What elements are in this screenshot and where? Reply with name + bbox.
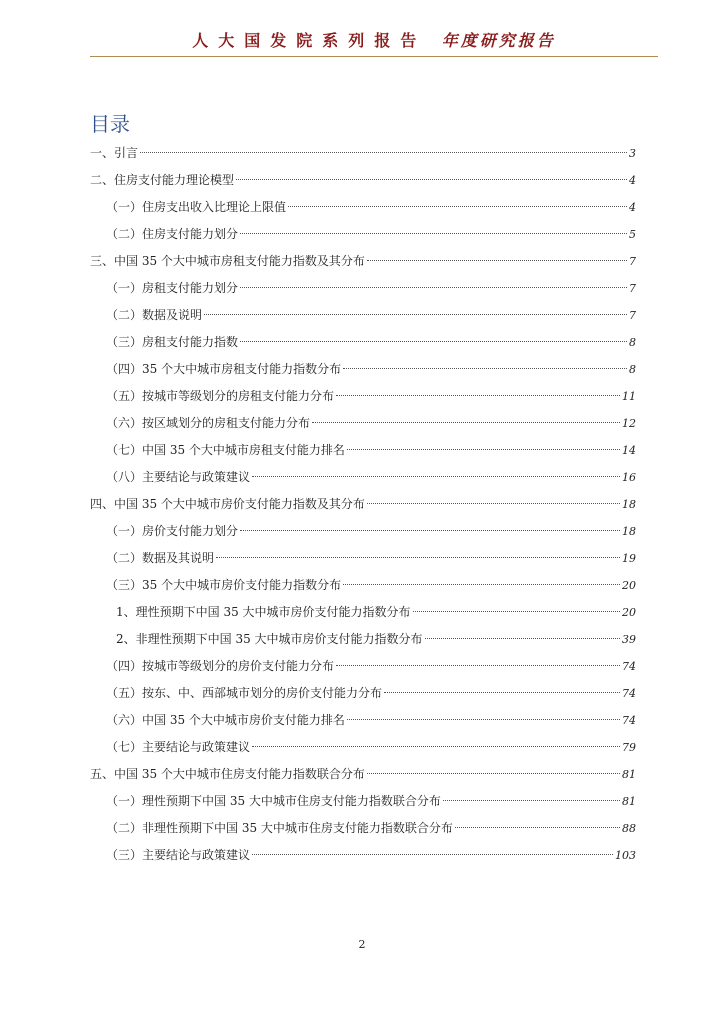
toc-entry-text: 2、非理性预期下中国 35 大中城市房价支付能力指数分布 (116, 632, 423, 646)
toc-entry-text: 1、理性预期下中国 35 大中城市房价支付能力指数分布 (116, 605, 411, 619)
toc-entry-text: （六）中国 35 个大中城市房价支付能力排名 (106, 713, 345, 727)
toc-entry-page: 81 (622, 768, 636, 781)
toc-entry[interactable] (90, 329, 636, 356)
toc-leader-dots (347, 719, 620, 720)
toc-leader-dots (252, 476, 620, 477)
toc-entry-text: 二、住房支付能力理论模型 (90, 173, 235, 187)
toc-entry-page: 39 (622, 633, 636, 646)
toc-entry-page: 4 (629, 201, 636, 214)
toc-leader-dots (367, 260, 627, 261)
toc-leader-dots (216, 557, 620, 558)
toc-entry-text: （三）35 个大中城市房价支付能力指数分布 (106, 578, 342, 592)
toc-entry[interactable] (90, 545, 636, 572)
toc-leader-dots (336, 665, 620, 666)
toc-entry-page: 7 (629, 255, 636, 268)
toc-entry-page: 8 (629, 363, 636, 376)
toc-entry-text: 三、中国 35 个大中城市房租支付能力指数及其分布 (90, 254, 365, 268)
toc-leader-dots (240, 341, 627, 342)
toc-leader-dots (413, 611, 620, 612)
header-divider (90, 56, 658, 57)
toc-entry[interactable] (90, 761, 636, 788)
toc-entry-text: （一）房价支付能力划分 (106, 524, 239, 538)
toc-entry-page: 16 (622, 471, 636, 484)
toc-entry-page: 4 (629, 174, 636, 187)
toc-leader-dots (288, 206, 627, 207)
toc-entry[interactable] (90, 437, 636, 464)
toc-entry[interactable] (90, 248, 636, 275)
toc-leader-dots (240, 287, 627, 288)
toc-entry-text: （八）主要结论与政策建议 (106, 470, 251, 484)
toc-entry-text: （七）主要结论与政策建议 (106, 740, 251, 754)
toc-entry[interactable] (90, 707, 636, 734)
toc-leader-dots (384, 692, 620, 693)
toc-entry[interactable] (90, 842, 636, 869)
toc-entry-text: （一）理性预期下中国 35 大中城市住房支付能力指数联合分布 (106, 794, 441, 808)
toc-entry-text: （四）35 个大中城市房租支付能力指数分布 (106, 362, 342, 376)
toc-leader-dots (240, 233, 627, 234)
header-series: 年度研究报告 (441, 31, 556, 50)
toc-leader-dots (240, 530, 620, 531)
toc-entry-page: 12 (622, 417, 636, 430)
toc-entry-page: 18 (622, 498, 636, 511)
toc-entry-page: 74 (622, 714, 636, 727)
toc-entry-page: 3 (629, 147, 636, 160)
toc-entry[interactable] (90, 626, 636, 653)
toc-leader-dots (347, 449, 620, 450)
toc-leader-dots (252, 854, 613, 855)
toc-entry[interactable] (90, 572, 636, 599)
toc-entry-text: （六）按区域划分的房租支付能力分布 (106, 416, 311, 430)
toc-entry[interactable] (90, 518, 636, 545)
toc-entry-text: （二）住房支付能力划分 (106, 227, 239, 241)
toc-entry[interactable] (90, 275, 636, 302)
toc-entry-page: 7 (629, 309, 636, 322)
toc-entry-page: 7 (629, 282, 636, 295)
toc-entry-page: 20 (622, 579, 636, 592)
toc-entry-page: 5 (629, 228, 636, 241)
header-org: 人大国发院系列报告 (192, 31, 427, 50)
toc-entry[interactable] (90, 167, 636, 194)
toc-entry-text: （五）按城市等级划分的房租支付能力分布 (106, 389, 335, 403)
toc-entry-page: 88 (622, 822, 636, 835)
toc-entry-page: 79 (622, 741, 636, 754)
running-header (90, 28, 658, 56)
toc-entry-text: （一）住房支出收入比理论上限值 (106, 200, 287, 214)
toc-entry[interactable] (90, 680, 636, 707)
toc-entry-page: 103 (615, 849, 636, 862)
toc-entry-page: 8 (629, 336, 636, 349)
toc-leader-dots (204, 314, 627, 315)
toc-entry[interactable] (90, 491, 636, 518)
toc-leader-dots (343, 584, 620, 585)
toc-entry-page: 20 (622, 606, 636, 619)
toc-entry[interactable] (90, 410, 636, 437)
toc-entry-page: 74 (622, 687, 636, 700)
toc-entry-page: 11 (622, 390, 636, 403)
page-number: 2 (358, 938, 366, 951)
toc-entry-page: 81 (622, 795, 636, 808)
toc-entry[interactable] (90, 464, 636, 491)
toc-leader-dots (425, 638, 620, 639)
toc-entry-text: （三）主要结论与政策建议 (106, 848, 251, 862)
toc-entry-text: （七）中国 35 个大中城市房租支付能力排名 (106, 443, 345, 457)
toc-entry-page: 19 (622, 552, 636, 565)
toc-entry-page: 74 (622, 660, 636, 673)
toc-entry[interactable] (90, 302, 636, 329)
toc-leader-dots (455, 827, 620, 828)
toc-entry[interactable] (90, 194, 636, 221)
toc-entry[interactable] (90, 221, 636, 248)
toc-entry-text: （二）数据及说明 (106, 308, 203, 322)
toc-entry[interactable] (90, 383, 636, 410)
toc-entry[interactable] (90, 788, 636, 815)
toc-entry-text: 五、中国 35 个大中城市住房支付能力指数联合分布 (90, 767, 365, 781)
toc-entry-text: （二）数据及其说明 (106, 551, 215, 565)
toc-leader-dots (236, 179, 627, 180)
toc-entry[interactable] (90, 356, 636, 383)
toc-entry-text: （三）房租支付能力指数 (106, 335, 239, 349)
toc-leader-dots (140, 152, 627, 153)
toc-leader-dots (252, 746, 620, 747)
toc-entry-text: （二）非理性预期下中国 35 大中城市住房支付能力指数联合分布 (106, 821, 453, 835)
toc-entry[interactable] (90, 653, 636, 680)
toc-entry[interactable] (90, 140, 636, 167)
toc-leader-dots (343, 368, 627, 369)
toc-entry[interactable] (90, 734, 636, 761)
toc-entry-text: 四、中国 35 个大中城市房价支付能力指数及其分布 (90, 497, 365, 511)
toc-leader-dots (367, 773, 620, 774)
toc-entry-text: （五）按东、中、西部城市划分的房价支付能力分布 (106, 686, 383, 700)
table-of-contents (90, 140, 636, 869)
toc-entry-page: 14 (622, 444, 636, 457)
toc-title: 目录 (90, 112, 130, 136)
toc-leader-dots (336, 395, 620, 396)
toc-leader-dots (443, 800, 620, 801)
toc-entry[interactable] (90, 815, 636, 842)
toc-entry-text: （一）房租支付能力划分 (106, 281, 239, 295)
toc-entry-text: （四）按城市等级划分的房价支付能力分布 (106, 659, 335, 673)
toc-leader-dots (367, 503, 620, 504)
toc-leader-dots (312, 422, 620, 423)
toc-entry[interactable] (90, 599, 636, 626)
toc-entry-page: 18 (622, 525, 636, 538)
toc-entry-text: 一、引言 (90, 146, 139, 160)
